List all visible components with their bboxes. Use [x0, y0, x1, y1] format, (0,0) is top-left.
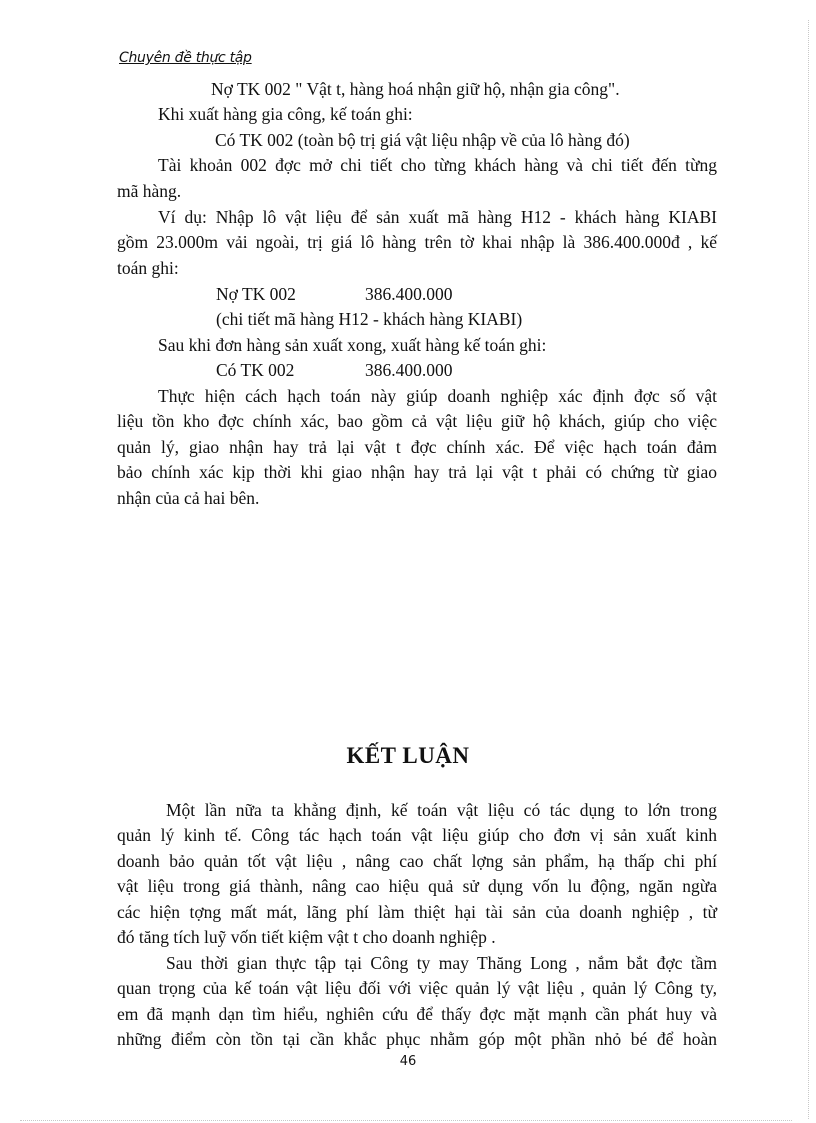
section-title: KẾT LUẬN: [346, 743, 470, 768]
text-line: quản lý kinh tế. Công tác hạch toán vật liệu giúp cho đơn vị sản xuất kinh: [117, 825, 717, 845]
text-line: Có TK 002 (toàn bộ trị giá vật liệu nhập về của lô hàng đó): [215, 130, 630, 150]
text-line: vật liệu trong giá thành, nâng cao hiệu quả sử dụng vốn lu động, ngăn ngừa: [117, 876, 717, 896]
text-line: quan trọng của kế toán vật liệu đối với việc quản lý vật liệu , quản lý Công ty,: [117, 978, 717, 998]
ledger-account: Có TK 002: [216, 360, 295, 380]
text-line: Sau thời gian thực tập tại Công ty may Thăng Long , nắm bắt đợc tầm: [166, 953, 717, 973]
text-line: quản lý, giao nhận hay trả lại vật t đợc chính xác. Để việc hạch toán đảm: [117, 437, 717, 457]
ledger-amount: 386.400.000: [365, 284, 453, 304]
text-line: các hiện tợng mất mát, lãng phí làm thiệt hại tài sản của doanh nghiệp , từ: [117, 902, 717, 922]
text-line: Nợ TK 002 " Vật t, hàng hoá nhận giữ hộ, nhận gia công".: [211, 79, 620, 99]
text-line: Một lần nữa ta khẳng định, kế toán vật liệu có tác dụng to lớn trong: [166, 800, 717, 820]
text-line: Thực hiện cách hạch toán này giúp doanh nghiệp xác định đợc số vật: [158, 386, 717, 406]
text-line: Sau khi đơn hàng sản xuất xong, xuất hàng kế toán ghi:: [158, 335, 547, 355]
text-line: em đã mạnh dạn tìm hiểu, nghiên cứu để thấy đợc mặt mạnh cần phát huy và: [117, 1004, 717, 1024]
running-header: Chuyên đề thực tập: [119, 50, 252, 66]
text-line: nhận của cả hai bên.: [117, 488, 260, 508]
page-border-bottom: [20, 1120, 792, 1121]
text-line: doanh bảo quản tốt vật liệu , nâng cao chất lợng sản phẩm, hạ thấp chi phí: [117, 851, 717, 871]
text-line: toán ghi:: [117, 258, 179, 278]
text-line: mã hàng.: [117, 181, 182, 201]
text-line: bảo chính xác kịp thời khi giao nhận hay trả lại vật t phải có chứng từ giao: [117, 462, 717, 482]
text-line: Khi xuất hàng gia công, kế toán ghi:: [158, 104, 413, 124]
text-line: những điểm còn tồn tại cần khắc phục nhằm góp một phần nhỏ bé để hoàn: [117, 1029, 717, 1049]
text-line: Tài khoản 002 đợc mở chi tiết cho từng khách hàng và chi tiết đến từng: [158, 155, 717, 175]
ledger-amount: 386.400.000: [365, 360, 453, 380]
page-border-right: [808, 20, 809, 1119]
text-line: liệu tồn kho đợc chính xác, bao gồm cả vật liệu giữ hộ khách, giúp cho việc: [117, 411, 717, 431]
page-number: 46: [399, 1054, 417, 1069]
text-line: gồm 23.000m vải ngoài, trị giá lô hàng trên tờ khai nhập là 386.400.000đ , kế: [117, 232, 717, 252]
text-line: Ví dụ: Nhập lô vật liệu để sản xuất mã hàng H12 - khách hàng KIABI: [158, 207, 717, 227]
ledger-account: Nợ TK 002: [216, 284, 296, 304]
text-line: đó tăng tích luỹ vốn tiết kiệm vật t cho doanh nghiệp .: [117, 927, 496, 947]
text-line: (chi tiết mã hàng H12 - khách hàng KIABI): [216, 309, 523, 329]
